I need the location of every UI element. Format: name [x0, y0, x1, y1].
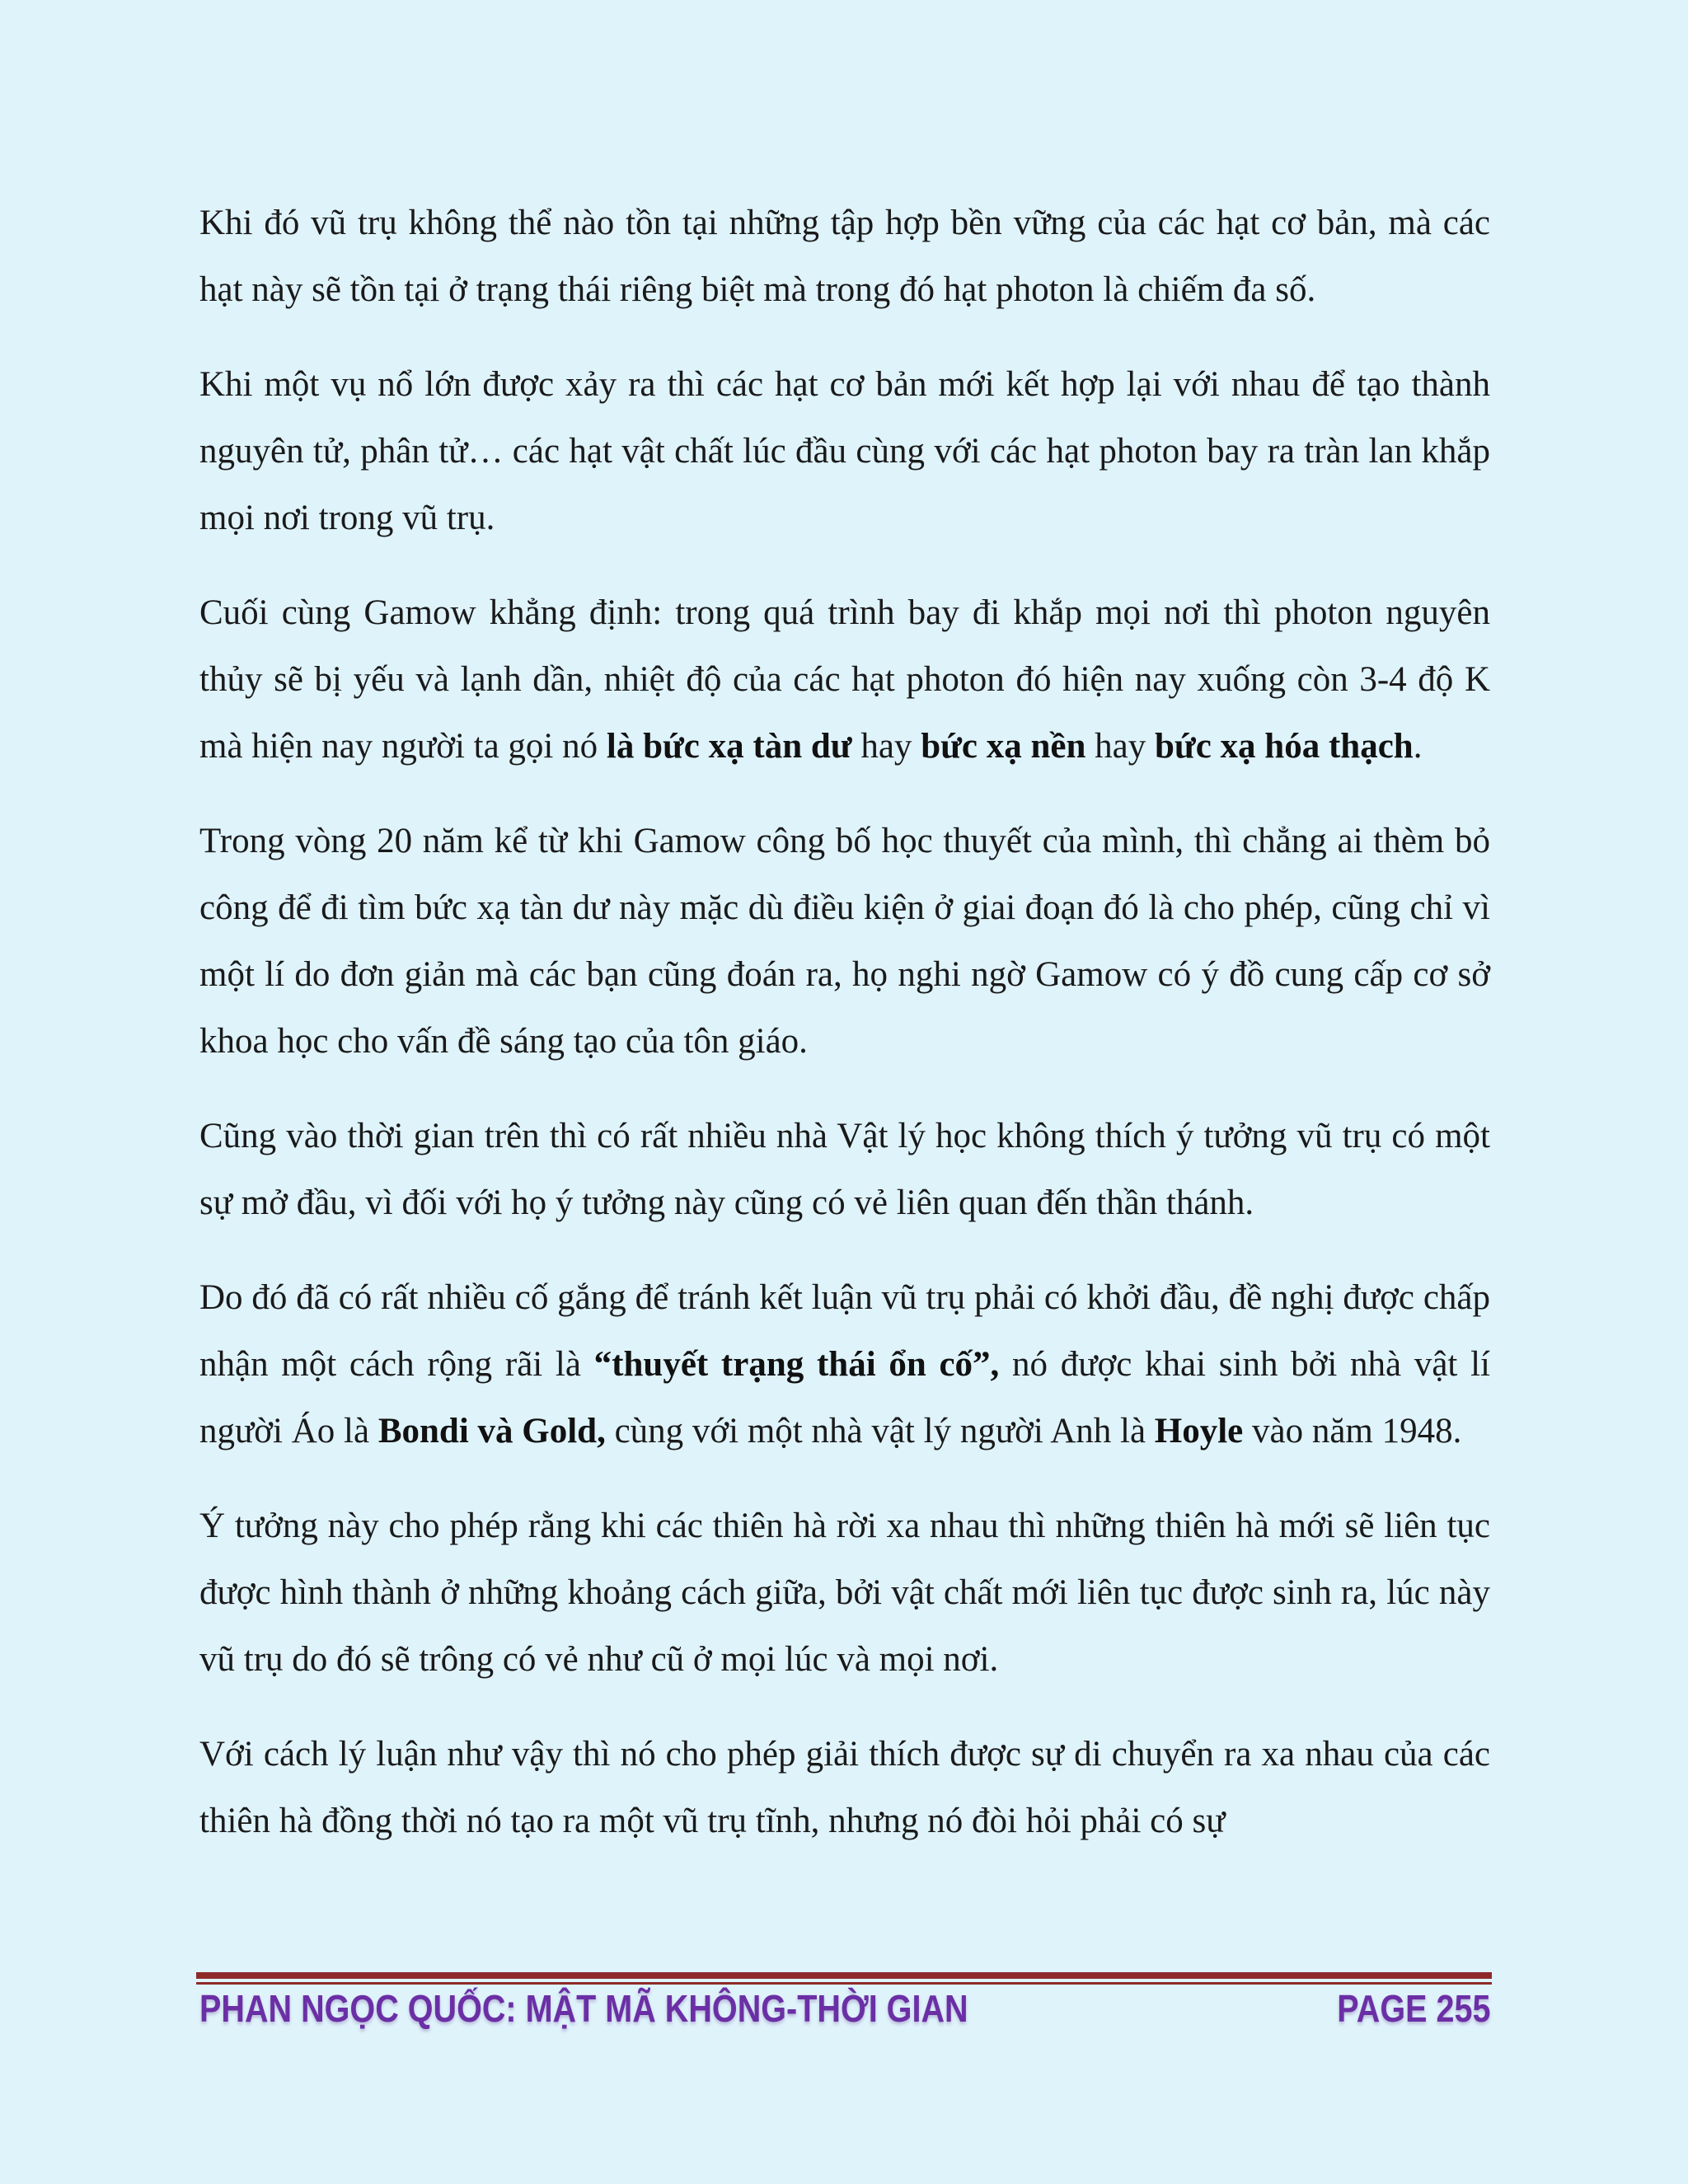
- text-run: nó được khai sinh bởi nhà vật lí người Áo là: [199, 1345, 1490, 1451]
- footer-rule-thin: [196, 1982, 1492, 1985]
- text-run: vào năm 1948.: [1243, 1412, 1462, 1451]
- text-run: Khi đó vũ trụ không thể nào tồn tại những tập hợp bền vững của các hạt cơ bản, mà các hạt này sẽ tồn tại ở trạng thái riêng biệt mà trong đó hạt photon là chiếm đa số.: [199, 204, 1490, 309]
- bold-text: Hoyle: [1154, 1412, 1244, 1451]
- text-run: hay: [1085, 727, 1155, 766]
- paragraph-1: [199, 190, 1490, 323]
- footer-book-title: PHAN NGỌC QUỐC: MẬT MÃ KHÔNG-THỜI GIAN: [199, 1987, 968, 2030]
- paragraph-8: [199, 1721, 1490, 1854]
- paragraph-6: [199, 1264, 1490, 1465]
- text-run: Ý tưởng này cho phép rằng khi các thiên hà rời xa nhau thì những thiên hà mới sẽ liên tục được hình thành ở những khoảng cách giữa, bởi vật chất mới liên tục được sinh ra, lúc này vũ trụ do đó sẽ trông có vẻ như cũ ở mọi lúc và mọi nơi.: [199, 1507, 1490, 1679]
- text-run: .: [1413, 727, 1423, 766]
- page-footer: [199, 1986, 1490, 2044]
- body-text: [199, 190, 1490, 1854]
- bold-text: bức xạ hóa thạch: [1155, 727, 1414, 766]
- text-run: Do đó đã có rất nhiều cố gắng để tránh kết luận vũ trụ phải có khởi đầu, đề nghị được chấp nhận một cách rộng rãi là: [199, 1278, 1490, 1384]
- paragraph-3: [199, 579, 1490, 780]
- paragraph-4: [199, 808, 1490, 1075]
- text-run: hay: [851, 727, 921, 766]
- paragraph-5: [199, 1103, 1490, 1236]
- paragraph-7: [199, 1493, 1490, 1693]
- bold-text: là bức xạ tàn dư: [606, 727, 852, 766]
- paragraph-2: [199, 351, 1490, 551]
- footer-page-number: PAGE 255: [1336, 1987, 1490, 2030]
- bold-text: bức xạ nền: [921, 727, 1086, 766]
- text-run: cùng với một nhà vật lý người Anh là: [605, 1412, 1155, 1451]
- text-run: Với cách lý luận như vậy thì nó cho phép giải thích được sự di chuyển ra xa nhau của các thiên hà đồng thời nó tạo ra một vũ trụ tĩnh, nhưng nó đòi hỏi phải có sự: [199, 1735, 1490, 1840]
- text-run: Cũng vào thời gian trên thì có rất nhiều nhà Vật lý học không thích ý tưởng vũ trụ có một sự mở đầu, vì đối với họ ý tưởng này cũng có vẻ liên quan đến thần thánh.: [199, 1117, 1490, 1222]
- bold-text: Bondi và Gold,: [377, 1412, 606, 1451]
- text-run: Trong vòng 20 năm kể từ khi Gamow công bố học thuyết của mình, thì chẳng ai thèm bỏ công để đi tìm bức xạ tàn dư này mặc dù điều kiện ở giai đoạn đó là cho phép, cũng chỉ vì một lí do đơn giản mà các bạn cũng đoán ra, họ nghi ngờ Gamow có ý đồ cung cấp cơ sở khoa học cho vấn đề sáng tạo của tôn giáo.: [199, 822, 1490, 1061]
- text-run: Khi một vụ nổ lớn được xảy ra thì các hạt cơ bản mới kết hợp lại với nhau để tạo thành nguyên tử, phân tử… các hạt vật chất lúc đầu cùng với các hạt photon bay ra tràn lan khắp mọi nơi trong vũ trụ.: [199, 365, 1490, 537]
- text-run: Cuối cùng Gamow khẳng định: trong quá trình bay đi khắp mọi nơi thì photon nguyên thủy sẽ bị yếu và lạnh dần, nhiệt độ của các hạt photon đó hiện nay xuống còn 3-4 độ K mà hiện nay người ta gọi nó: [199, 593, 1490, 766]
- bold-text: “thuyết trạng thái ổn cố”,: [593, 1345, 1000, 1384]
- footer-rule-thick: [196, 1972, 1492, 1979]
